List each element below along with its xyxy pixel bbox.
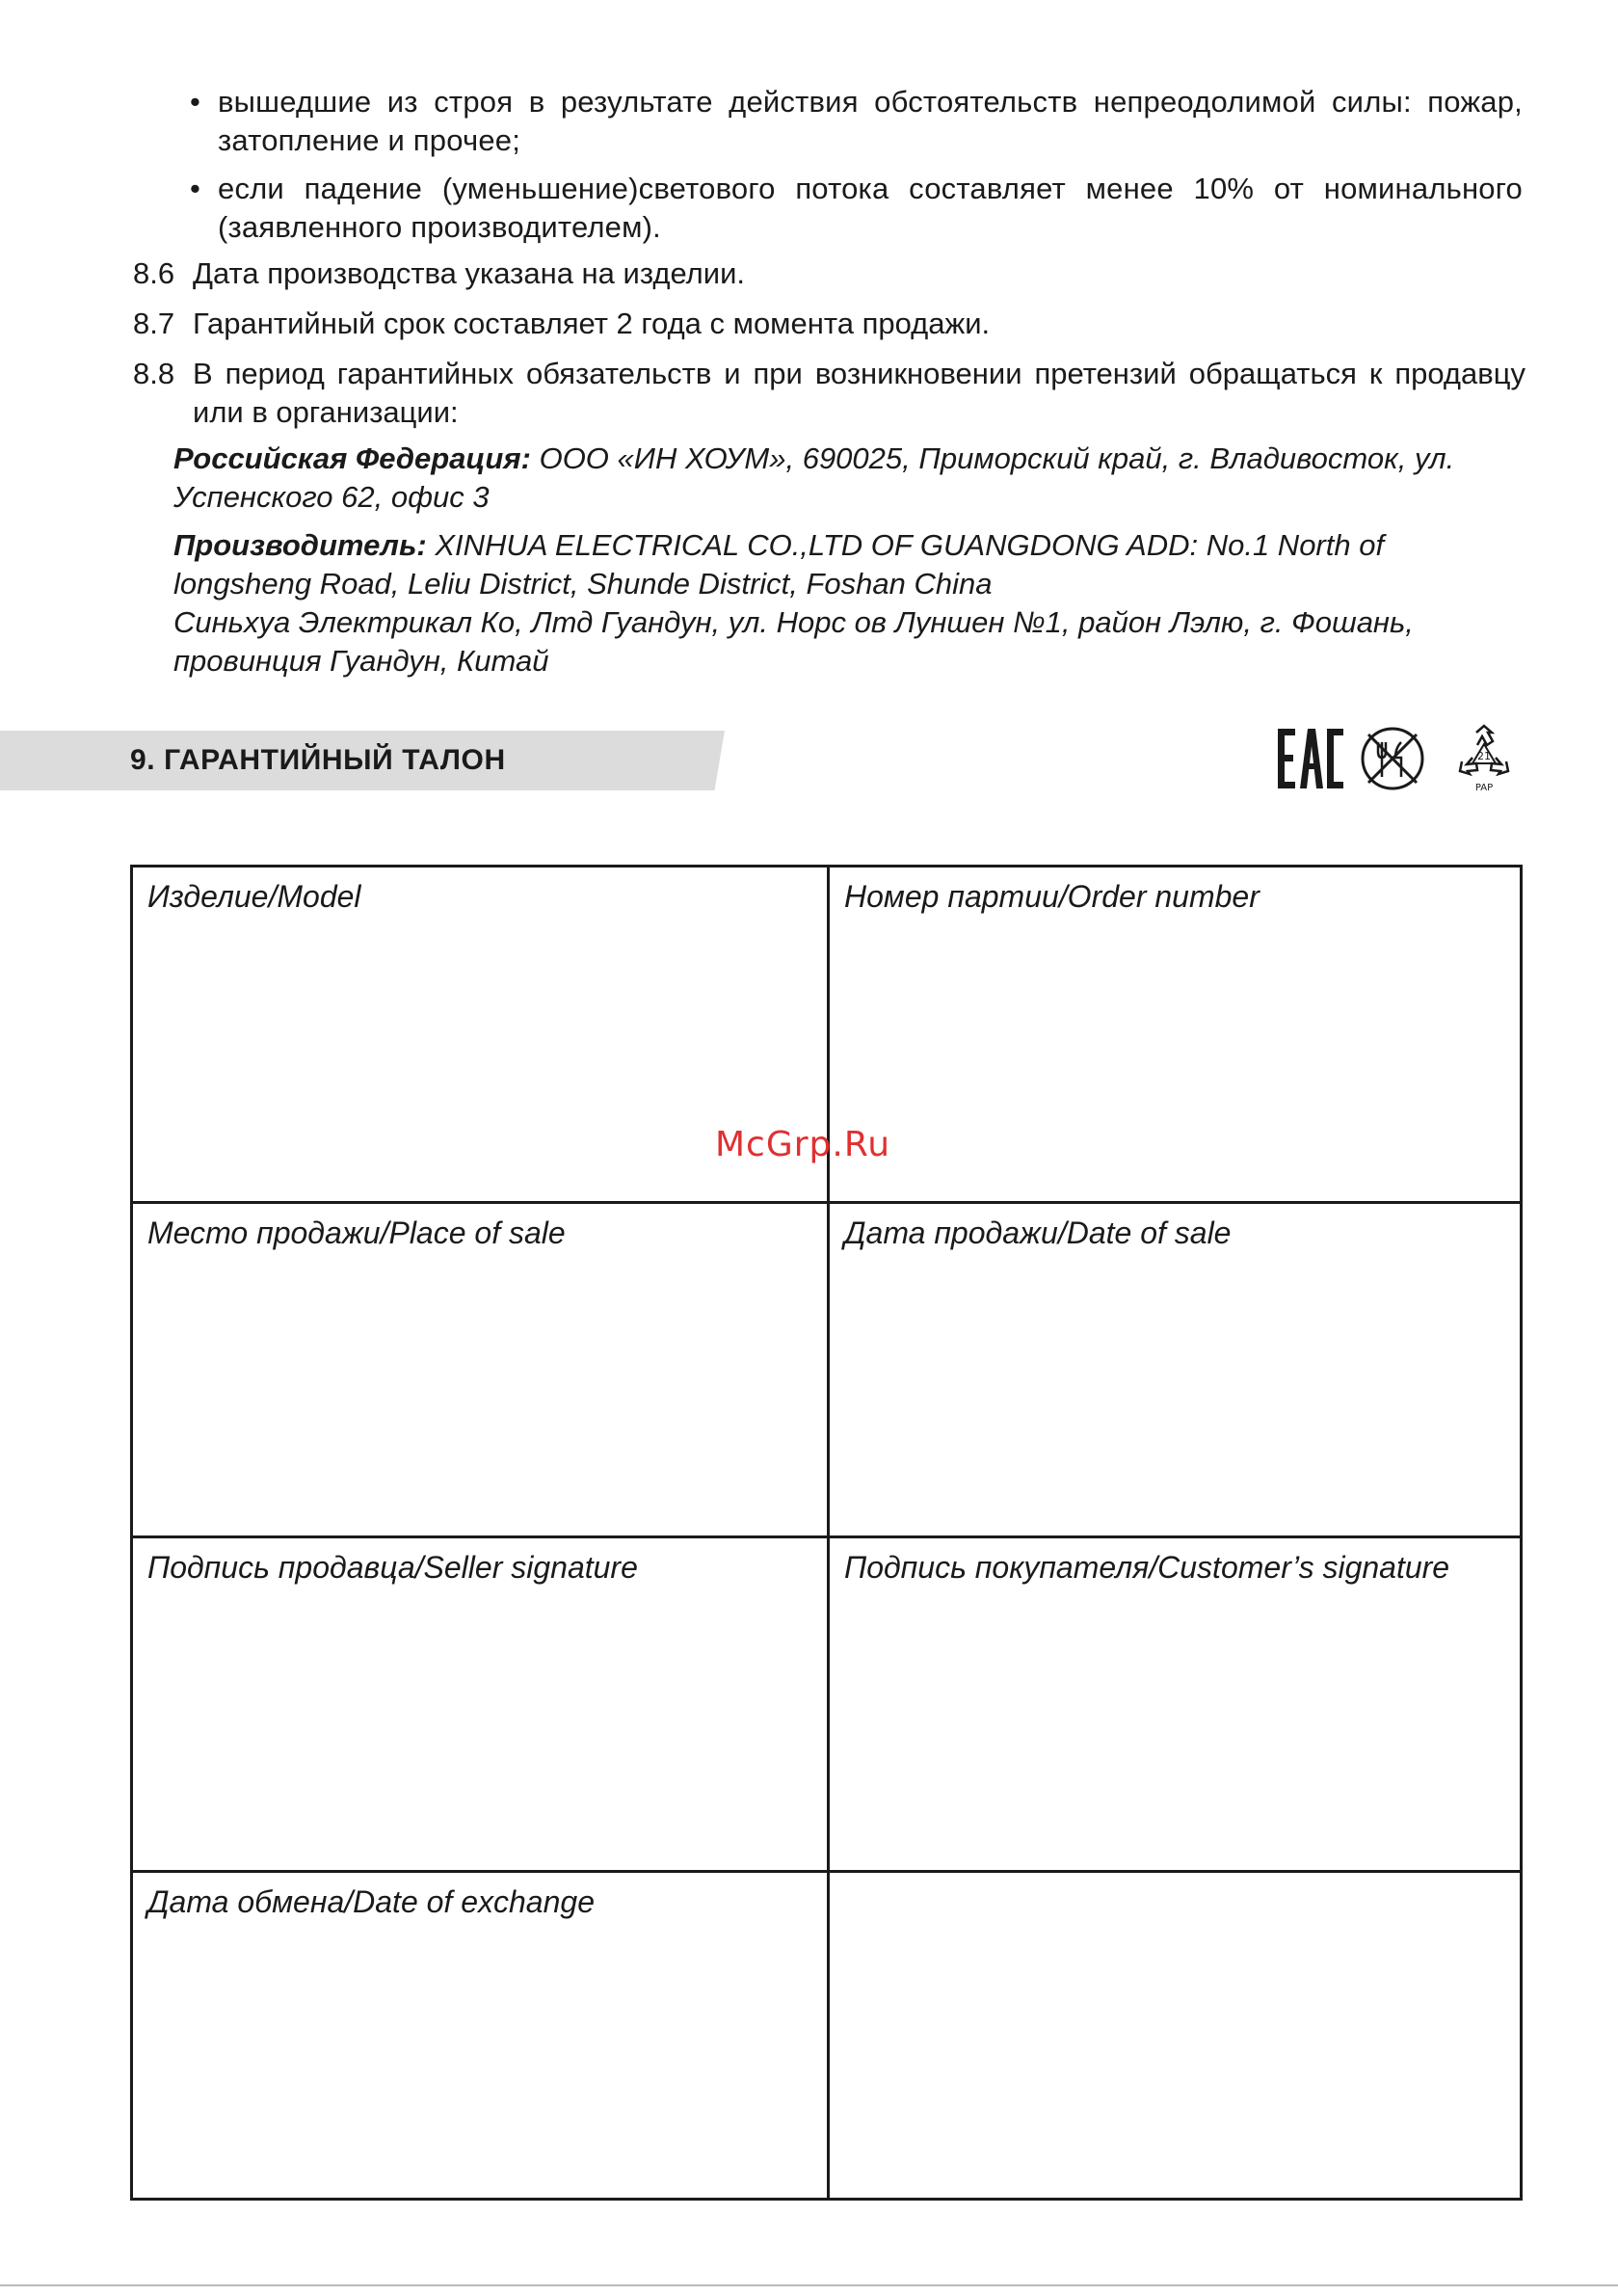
section-item-8-6 [133, 254, 1525, 293]
warranty-card [130, 865, 1523, 2201]
field-customer-signature[interactable] [830, 1538, 1520, 1870]
item-text: Дата производства указана на изделии. [193, 256, 746, 290]
manufacturer-address-ru: Синьхуа Электрикал Ко, Лтд Гуандун, ул. Норс ов Луншен №1, район Лэлю, г. Фошань, провинция Гуандун, Китай [173, 605, 1414, 678]
item-text: Гарантийный срок составляет 2 года с момента продажи. [193, 307, 991, 340]
list-item [190, 83, 1523, 160]
field-order-number[interactable] [830, 868, 1520, 1201]
field-seller-signature[interactable] [133, 1538, 827, 1870]
section-item-8-8 [133, 355, 1525, 432]
field-label: Дата продажи/Date of sale [844, 1215, 1232, 1250]
field-date-of-sale[interactable] [830, 1204, 1520, 1535]
field-label: Место продажи/Place of sale [147, 1215, 566, 1250]
russia-label: Российская Федерация: [173, 441, 531, 475]
manufacturer-address: XINHUA ELECTRICAL CO.,LTD OF GUANGDONG ADD: No.1 North of longsheng Road, Leliu District, Shunde District, Foshan China [173, 528, 1385, 601]
bullet-marker: • [190, 85, 201, 119]
eac-mark-icon [1277, 727, 1344, 790]
bullet-marker: • [190, 172, 201, 205]
section-title: 9. ГАРАНТИЙНЫЙ ТАЛОН [130, 744, 506, 776]
bullet-text: если падение (уменьшение)светового потока составляет менее 10% от номинального (заявленного производителем). [218, 172, 1523, 244]
manufacturer-label: Производитель: [173, 528, 427, 562]
recycle-number: 21 [1477, 750, 1491, 762]
list-item [190, 170, 1523, 247]
field-date-of-exchange[interactable] [133, 1873, 827, 2198]
bullet-text: вышедшие из строя в результате действия обстоятельств непреодолимой силы: пожар, затопление и прочее; [218, 85, 1523, 157]
field-label: Подпись продавца/Seller signature [147, 1550, 638, 1585]
field-empty[interactable] [830, 1873, 1520, 2198]
section-item-8-7 [133, 305, 1525, 343]
watermark: McGrp.Ru [715, 1125, 891, 1164]
field-label: Подпись покупателя/Customer’s signature [844, 1550, 1450, 1585]
field-label: Номер партии/Order number [844, 879, 1260, 914]
item-number: 8.6 [133, 256, 175, 290]
page-bottom-rule [0, 2284, 1618, 2286]
recycle-pap-icon [1450, 723, 1518, 794]
field-place-of-sale[interactable] [133, 1204, 827, 1535]
field-label: Дата обмена/Date of exchange [147, 1884, 595, 1919]
russia-address: ООО «ИН ХОУМ», 690025, Приморский край, г. Владивосток, ул. Успенского 62, офис 3 [173, 441, 1455, 514]
field-label: Изделие/Model [147, 879, 361, 914]
item-number: 8.7 [133, 307, 175, 340]
manufacturer-contact [173, 526, 1527, 681]
item-text: В период гарантийных обязательств и при возникновении претензий обращаться к продавцу или в организации: [193, 357, 1525, 429]
not-for-food-icon [1359, 725, 1426, 792]
recycle-code: PAP [1474, 783, 1494, 793]
russia-contact [173, 440, 1527, 517]
item-number: 8.8 [133, 357, 175, 390]
